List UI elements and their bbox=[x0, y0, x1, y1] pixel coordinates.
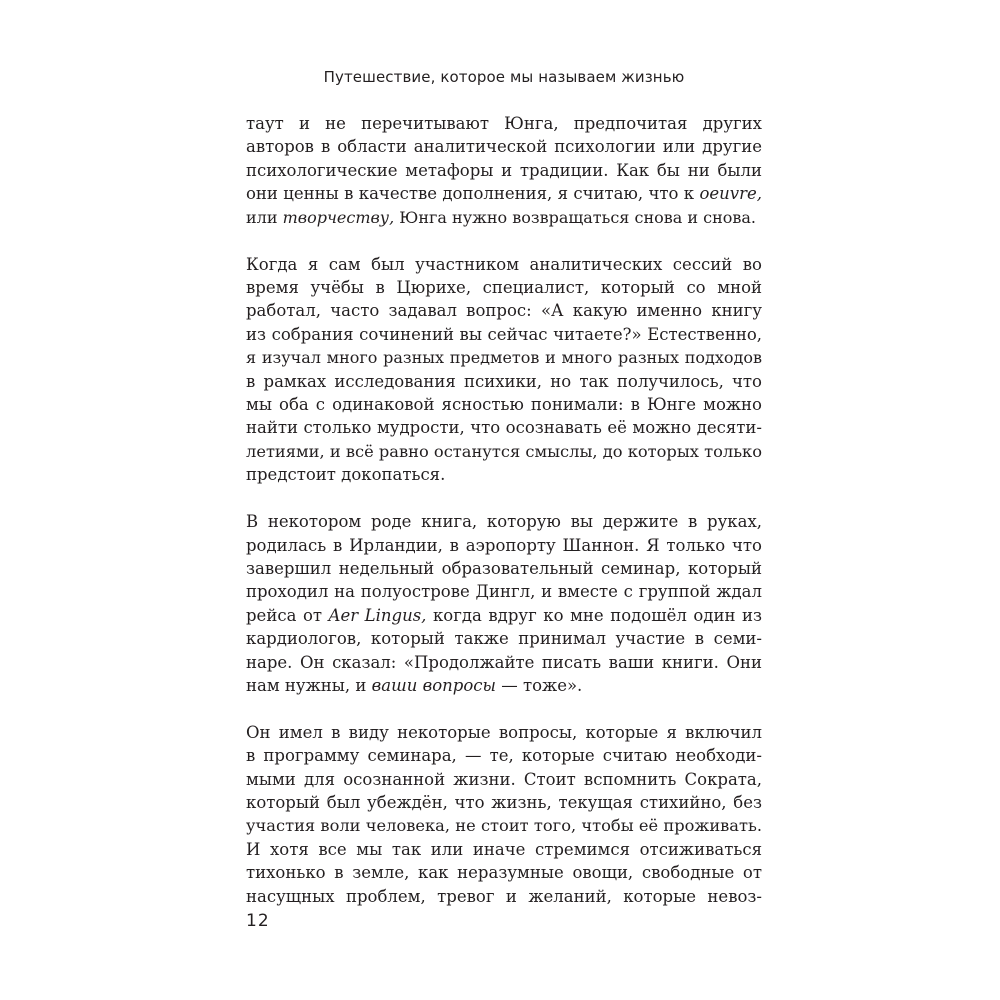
italic-term: oeuvre, bbox=[699, 184, 762, 204]
text-line: таут и не перечитывают Юнга, предпочитая других bbox=[246, 114, 762, 133]
text-line: наре. Он сказал: «Продолжайте писать ваши книги. Они bbox=[246, 652, 762, 672]
text-line: нам нужны, и ваши вопросы — тоже». bbox=[246, 675, 583, 695]
text-line: рейса от Aer Lingus, когда вдруг ко мне подошёл один из bbox=[246, 605, 762, 625]
paragraph-4 bbox=[246, 721, 762, 908]
text-line: И хотя все мы так или иначе стремимся отсиживаться bbox=[246, 839, 762, 859]
paragraph-3 bbox=[246, 510, 762, 697]
paragraph-2 bbox=[246, 253, 762, 487]
text-line: предстоит докопаться. bbox=[246, 465, 446, 485]
text-line: Он имел в виду некоторые вопросы, которые я включил bbox=[246, 722, 762, 742]
italic-term: Aer Lingus, bbox=[328, 605, 427, 625]
text-line: участия воли человека, не стоит того, чтобы её проживать. bbox=[246, 816, 762, 836]
text-line: они ценны в качестве дополнения, я считаю, что к oeuvre, bbox=[246, 184, 762, 204]
text-line: из собрания сочинений вы сейчас читаете?» Естественно, bbox=[246, 324, 762, 344]
text-line: насущных проблем, тревог и желаний, которые невоз- bbox=[246, 886, 762, 906]
running-header: Путешествие, которое мы называем жизнью bbox=[323, 68, 685, 86]
text-line: тихонько в земле, как неразумные овощи, свободные от bbox=[246, 863, 762, 883]
text-line: я изучал много разных предметов и много разных подходов bbox=[246, 348, 762, 368]
text-line: Когда я сам был участником аналитических сессий во bbox=[246, 254, 762, 274]
italic-term: творчеству, bbox=[282, 207, 395, 227]
text-line: психологические метафоры и традиции. Как бы ни были bbox=[246, 160, 762, 180]
text-line: проходил на полуострове Дингл, и вместе с группой ждал bbox=[246, 582, 762, 602]
paragraph-1 bbox=[246, 112, 762, 229]
text-line: авторов в области аналитической психологии или другие bbox=[246, 137, 762, 157]
text-line: В некотором роде книга, которую вы держите в руках, bbox=[246, 512, 762, 532]
text-line: в рамках исследования психики, но так получилось, что bbox=[246, 371, 762, 391]
text-line: найти столько мудрости, что осознавать её можно десяти- bbox=[246, 418, 762, 438]
text-line: работал, часто задавал вопрос: «А какую именно книгу bbox=[246, 301, 762, 321]
body-text bbox=[246, 112, 762, 932]
text-line: в программу семинара, — те, которые считаю необходи- bbox=[246, 746, 762, 766]
text-line: родилась в Ирландии, в аэропорту Шаннон. Я только что bbox=[246, 535, 762, 555]
text-line: завершил недельный образовательный семинар, который bbox=[246, 558, 762, 578]
text-line: мы оба с одинаковой ясностью понимали: в Юнге можно bbox=[246, 394, 762, 414]
text-line: летиями, и всё равно останутся смыслы, до которых только bbox=[246, 441, 762, 461]
text-line: мыми для осознанной жизни. Стоит вспомнить Сократа, bbox=[246, 769, 762, 789]
text-line: кардиологов, который также принимал участие в семи- bbox=[246, 629, 762, 649]
text-line: или творчеству, Юнга нужно возвращаться снова и снова. bbox=[246, 207, 757, 227]
text-line: время учёбы в Цюрихе, специалист, который со мной bbox=[246, 277, 762, 297]
page-number: 12 bbox=[246, 911, 270, 931]
text-line: который был убеждён, что жизнь, текущая стихийно, без bbox=[246, 793, 762, 813]
italic-term: ваши вопросы bbox=[371, 675, 496, 695]
